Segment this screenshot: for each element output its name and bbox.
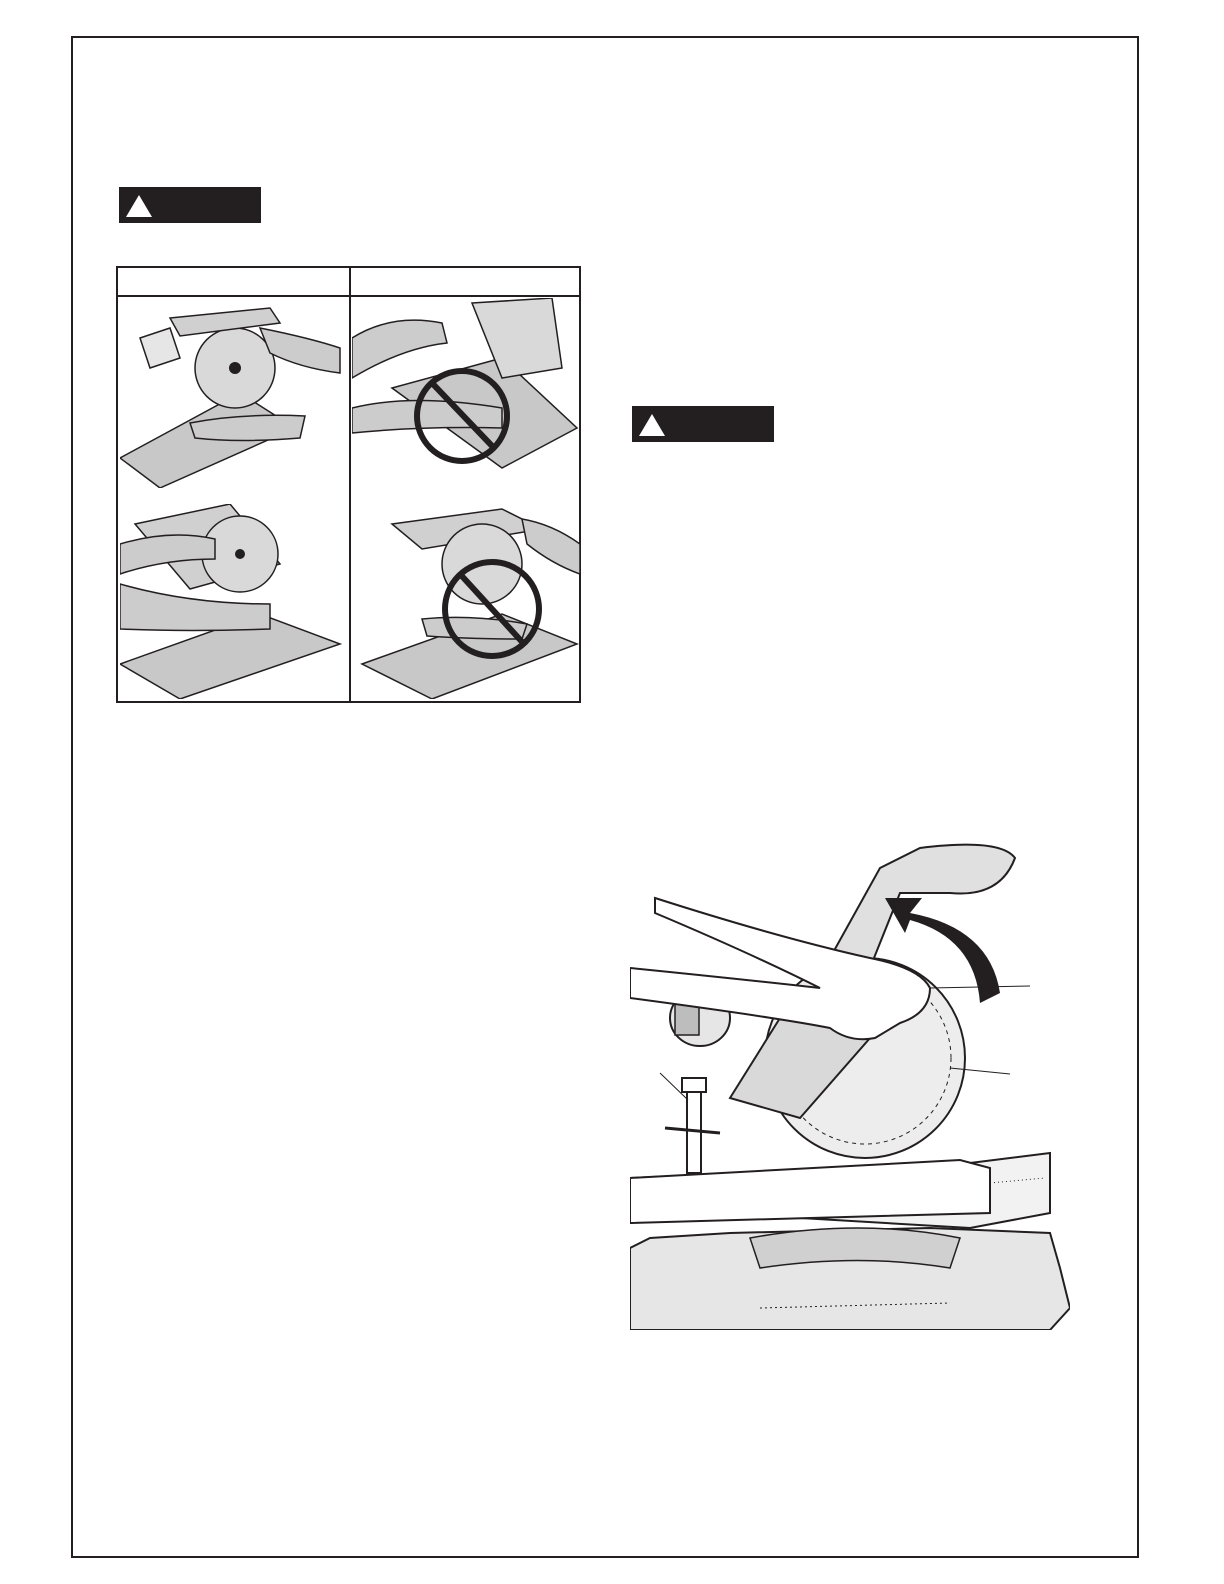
miter-saw-correct-hand-position-icon bbox=[120, 298, 346, 488]
warning-triangle-icon bbox=[126, 195, 152, 217]
incorrect-hand-illustration-bottom bbox=[352, 504, 580, 699]
warning-triangle-icon bbox=[639, 414, 665, 436]
table-divider bbox=[349, 268, 351, 701]
sliding-miter-saw-correct-hand-position-icon bbox=[120, 504, 346, 699]
sliding-miter-saw-prohibited-hand-position-icon bbox=[352, 504, 580, 699]
warning-label-2 bbox=[632, 406, 774, 442]
hand-position-comparison-table bbox=[116, 266, 581, 703]
correct-hand-illustration-top bbox=[120, 298, 346, 488]
miter-saw-prohibited-hand-position-icon bbox=[352, 298, 580, 488]
warning-label-1 bbox=[119, 187, 261, 223]
open-arrow-label: OPEN bbox=[918, 938, 954, 984]
correct-hand-illustration-bottom bbox=[120, 504, 346, 699]
blade-guard-figure bbox=[630, 838, 1070, 1330]
miter-saw-blade-guard-opening-icon bbox=[630, 838, 1070, 1330]
incorrect-hand-illustration-top bbox=[352, 298, 580, 488]
